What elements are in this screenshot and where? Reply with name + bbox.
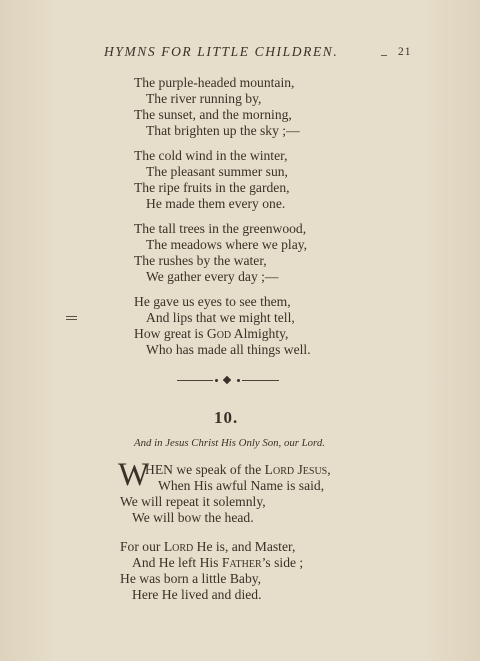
poem-line: He gave us eyes to see them, [134, 294, 291, 309]
poem-line: He made them every one. [146, 196, 286, 211]
poem-line: The tall trees in the greenwood, [134, 221, 307, 236]
poem-line: The cold wind in the winter, [134, 148, 288, 163]
poem-line: The sunset, and the morning, [134, 107, 292, 122]
text-run: He is, and Master, [193, 539, 296, 554]
poem-line: The purple-headed mountain, [134, 75, 295, 90]
text-run: Almighty, [231, 326, 289, 341]
poem-line: Who has made all things well. [146, 342, 311, 357]
text-run: For our [120, 539, 164, 554]
hymn-number: 10. [214, 408, 239, 427]
poem-line: He was born a little Baby, [120, 571, 262, 586]
poem-line [120, 539, 295, 555]
poem-line [145, 462, 331, 478]
poem-line: We will repeat it solemnly, [120, 494, 266, 509]
page-number: 21 [398, 46, 412, 58]
poem-line: The river running by, [146, 91, 262, 106]
poem-line: The rushes by the water, [134, 253, 267, 268]
poem-line [134, 326, 288, 342]
header-mark [381, 55, 387, 56]
hymn-subtitle: And in Jesus Christ His Only Son, our Lord. [134, 437, 325, 449]
poem-line [132, 555, 303, 571]
poem-line: We gather every day ;— [146, 269, 279, 284]
poem-line: The ripe fruits in the garden, [134, 180, 290, 195]
page-header [0, 44, 480, 64]
text-run: ’s side ; [261, 555, 304, 570]
text-run: , [327, 462, 331, 477]
poem-line: And lips that we might tell, [146, 310, 295, 325]
small-caps-word: Lord [163, 539, 194, 554]
text-run: How great is [134, 326, 207, 341]
poem-line: The meadows where we play, [146, 237, 308, 252]
poem-line: That brighten up the sky ;— [146, 123, 300, 138]
text-run: And He left His [132, 555, 222, 570]
ornamental-separator [177, 380, 279, 382]
poem-line: When His awful Name is said, [158, 478, 325, 493]
poem-line: Here He lived and died. [132, 587, 262, 602]
text-run: HEN we speak of the [145, 462, 265, 477]
running-title: HYMNS FOR LITTLE CHILDREN. [104, 44, 339, 59]
margin-mark [66, 316, 78, 322]
small-caps-word: Lord Jesus [264, 462, 328, 477]
small-caps-word: Father [221, 555, 262, 570]
poem-line: The pleasant summer sun, [146, 164, 288, 179]
drop-cap: W [118, 457, 150, 493]
small-caps-word: God [206, 326, 232, 341]
poem-line: We will bow the head. [132, 510, 254, 525]
